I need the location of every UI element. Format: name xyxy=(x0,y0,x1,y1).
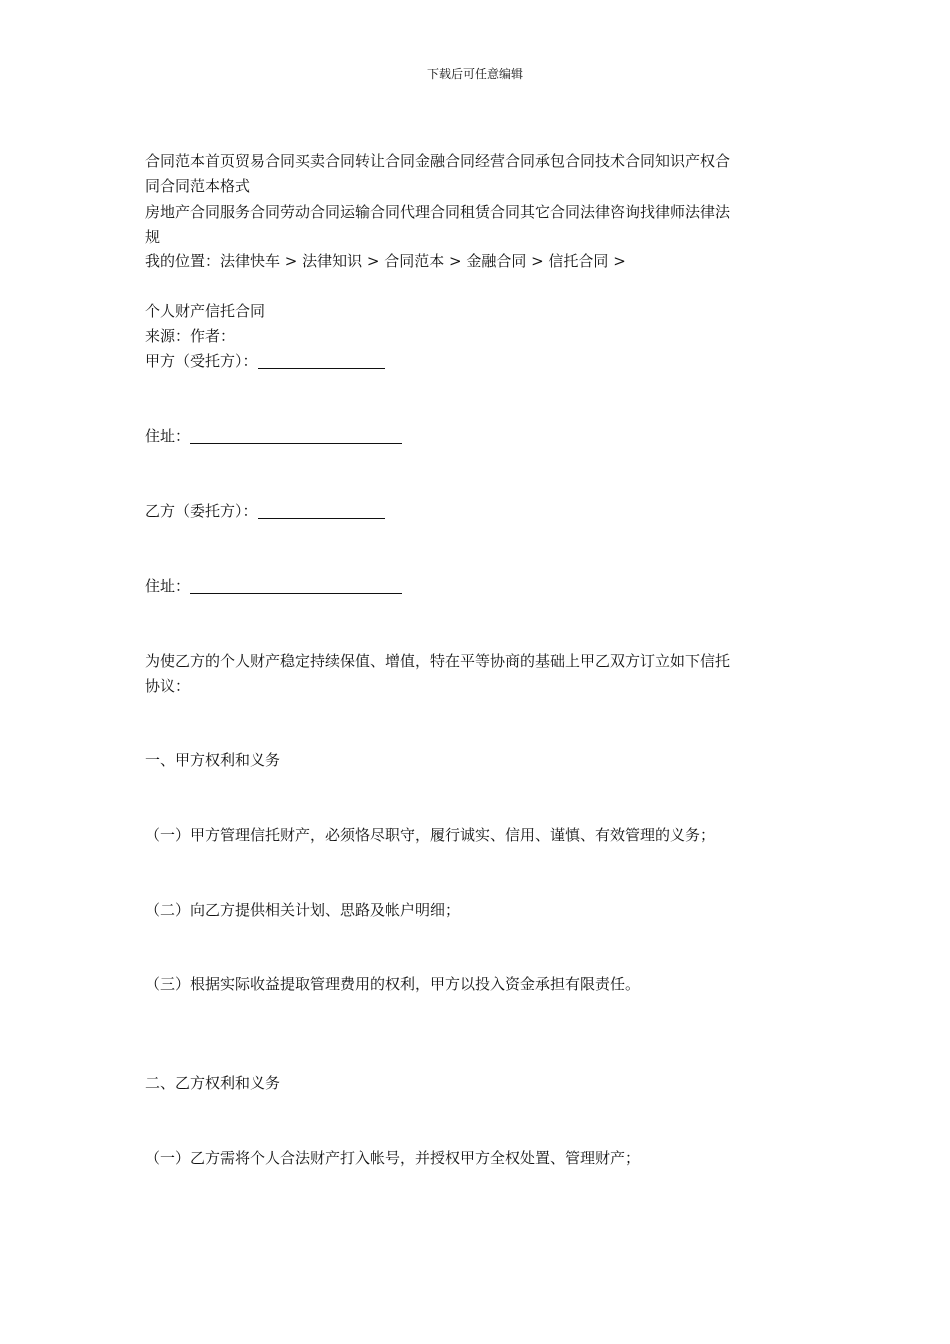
section-1-heading: 一、甲方权利和义务 xyxy=(145,751,281,769)
address-label-2: 住址： xyxy=(145,577,191,595)
nav-line-2: 同合同范本格式 xyxy=(145,177,251,195)
party-a-field xyxy=(145,349,810,373)
party-b-label: 乙方（委托方）： xyxy=(145,502,258,520)
address-field-2 xyxy=(145,574,810,598)
party-a-label: 甲方（受托方）： xyxy=(145,352,258,370)
party-b-blank xyxy=(258,502,385,519)
address-blank-1 xyxy=(190,427,402,444)
nav-line-1: 合同范本首页贸易合同买卖合同转让合同金融合同经营合同承包合同技术合同知识产权合 xyxy=(145,152,731,170)
intro-line-1: 为使乙方的个人财产稳定持续保值、增值，特在平等协商的基础上甲乙双方订立如下信托 xyxy=(145,652,731,670)
breadcrumb: 我的位置：法律快车 > 法律知识 > 合同范本 > 金融合同 > 信托合同 > xyxy=(145,252,626,270)
document-title: 个人财产信托合同 xyxy=(145,302,266,320)
nav-line-3: 房地产合同服务合同劳动合同运输合同代理合同租赁合同其它合同法律咨询找律师法律法 xyxy=(145,203,731,221)
address-label-1: 住址： xyxy=(145,427,191,445)
party-b-field xyxy=(145,499,810,523)
address-field-1 xyxy=(145,424,810,448)
section-2-heading: 二、乙方权利和义务 xyxy=(145,1074,281,1092)
party-a-blank xyxy=(258,352,385,369)
section-1-item-1: （一）甲方管理信托财产，必须恪尽职守，履行诚实、信用、谨慎、有效管理的义务； xyxy=(145,826,716,844)
intro-line-2: 协议： xyxy=(145,677,191,695)
section-1-item-3: （三）根据实际收益提取管理费用的权利，甲方以投入资金承担有限责任。 xyxy=(145,975,641,993)
nav-line-4: 规 xyxy=(145,228,161,246)
section-1-item-2: （二）向乙方提供相关计划、思路及帐户明细； xyxy=(145,901,461,919)
header-note: 下载后可任意编辑 xyxy=(426,67,523,81)
section-2-item-1: （一）乙方需将个人合法财产打入帐号，并授权甲方全权处置、管理财产； xyxy=(145,1149,641,1167)
source-line: 来源：作者： xyxy=(145,327,236,345)
address-blank-2 xyxy=(190,577,402,594)
